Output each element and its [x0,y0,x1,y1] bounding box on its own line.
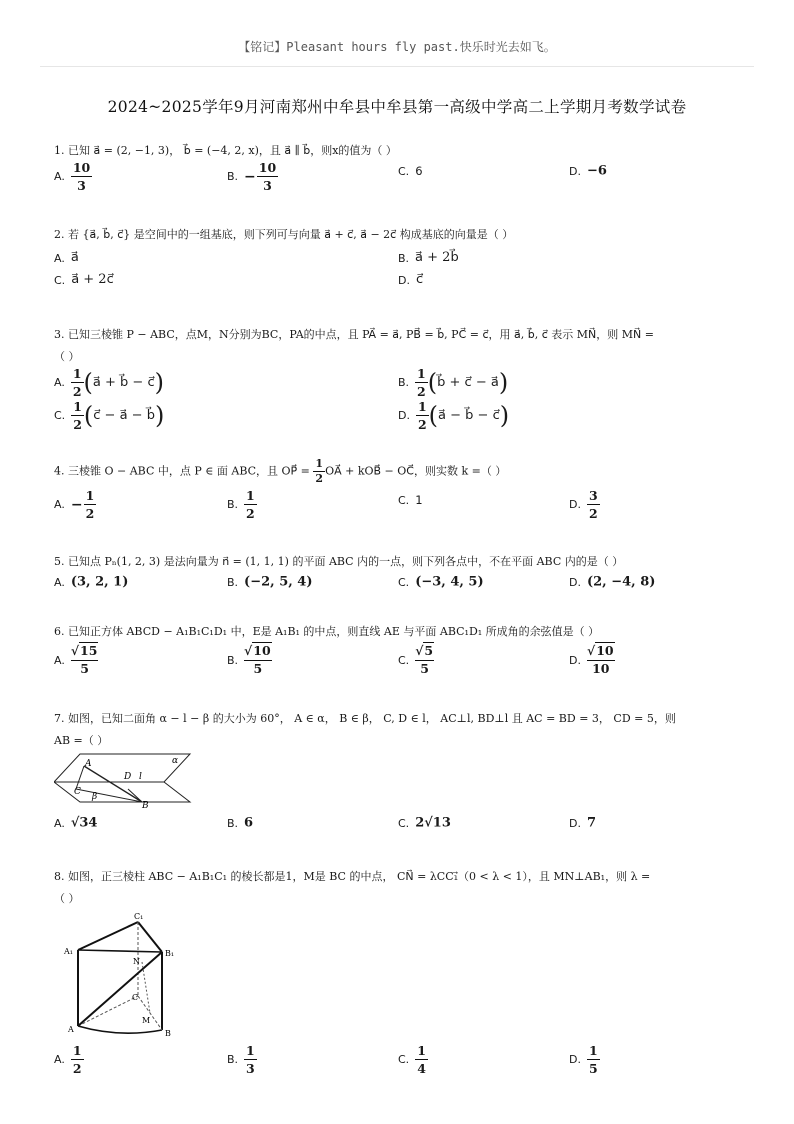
header-divider [40,66,754,67]
question-3-stem-cont: （ ） [54,350,80,363]
q5-option-a: A. (3, 2, 1) [54,574,129,590]
page-header: 【铭记】Pleasant hours fly past.快乐时光去如飞。 [238,40,556,54]
segment-ac [76,766,84,789]
q3-option-b: B. $\frac{1}{2}$ (b⃗ + c⃗ − a⃗) [398,366,509,399]
q8-option-d: D. $\frac{1}{5}$ [569,1043,598,1076]
question-7-stem-cont: AB =（ ） [54,734,109,747]
label-beta: β [92,792,98,802]
q7-option-c: C. 2√13 [398,815,451,831]
option-label: A. [54,170,65,183]
question-8 [54,866,714,910]
fraction: $\frac{10}{3}$ [72,160,91,193]
q3-option-c: C. $\frac{1}{2}$ (c⃗ − a⃗ − b⃗) [54,399,165,432]
question-2 [54,224,714,246]
question-8-stem: 8. 如图，正三棱柱 ABC − A₁B₁C₁ 的棱长都是1，M是 BC 的中点， CN⃗ = λCC₁⃗（0 < λ < 1），且 MN⊥AB₁，则 λ = [54,870,651,883]
option-label: D. [569,164,581,178]
segment-ab1 [78,952,162,1026]
q5-option-b: B. (−2, 5, 4) [227,574,313,590]
q7-option-b: B. 6 [227,815,254,831]
edge-ab [78,1026,162,1033]
question-5 [54,551,714,573]
q4-option-d: D. $\frac{3}{2}$ [569,488,598,521]
label-c: C [132,993,139,1002]
edge-a1b1 [78,950,162,952]
q8-option-c: C. $\frac{1}{4}$ [398,1043,426,1076]
exam-title: 2024~2025学年9月河南郑州中牟县中牟县第一高级中学高二上学期月考数学试卷 [107,98,687,116]
option-label: C. [398,164,410,178]
q2-option-b: B. a⃗ + 2b⃗ [398,250,459,265]
option-label: B. [227,170,239,183]
question-7-stem: 7. 如图，已知二面角 α − l − β 的大小为 60°， A ∈ α， B ∈ β， C, D ∈ l， AC⊥l, BD⊥l 且 AC = BD = 3， CD = 5，则 [54,712,676,725]
question-2-stem: 2. 若 {a⃗, b⃗, c⃗} 是空间中的一组基底，则下列可与向量 a⃗ + c⃗, a⃗ − 2c⃗ 构成基底的向量是（ ） [54,228,514,241]
q3-option-a: A. $\frac{1}{2}$ (a⃗ + b⃗ − c⃗) [54,366,164,399]
q3-option-d: D. $\frac{1}{2}$ (a⃗ − b⃗ − c⃗) [398,399,510,432]
label-b: B [165,1029,171,1038]
plane-alpha [54,754,190,782]
question-4-stem: 4. 三棱锥 O − ABC 中，点 P ∈ 面 ABC，且 OP⃗ = $\frac{1}{2}$ OA⃗ + kOB⃗ − OC⃗，则实数 k =（ ） [54,457,507,485]
q4-option-b: B. $\frac{1}{2}$ [227,488,255,521]
label-m: M [142,1016,151,1025]
q1-option-b: B. − $\frac{10}{3}$ [227,160,277,193]
question-1 [54,140,714,162]
question-6-stem: 6. 已知正方体 ABCD − A₁B₁C₁D₁ 中，E是 A₁B₁ 的中点，则直线 AE 与平面 ABC₁D₁ 所成角的余弦值是（ ） [54,625,600,638]
q6-option-d: D. $\frac{√10}{10}$ [569,643,614,676]
q8-option-b: B. $\frac{1}{3}$ [227,1043,255,1076]
question-1-stem: 1. 已知 a⃗ = (2, −1, 3)， b⃗ = (−4, 2, x)，且 a⃗ ∥ b⃗，则x的值为（ ） [54,144,397,157]
q2-option-a: A. a⃗ [54,250,79,265]
q4-option-a: A. − $\frac{1}{2}$ [54,488,95,521]
q2-option-d: D. c⃗ [398,272,424,287]
question-3-stem: 3. 已知三棱锥 P − ABC，点M，N分别为BC，PA的中点，且 PA⃗ = a⃗, PB⃗ = b⃗, PC⃗ = c⃗，用 a⃗, b⃗, c⃗ 表示 MN⃗，则 MN⃗ = [54,328,654,341]
q8-option-a: A. $\frac{1}{2}$ [54,1043,82,1076]
label-b1: B₁ [165,949,175,958]
question-7 [54,708,714,752]
label-c1: C₁ [134,912,144,921]
q7-option-d: D. 7 [569,815,597,831]
q2-option-c: C. a⃗ + 2c⃗ [54,272,114,287]
label-l: l [139,772,142,782]
edge-c1b1 [138,922,162,952]
q1-option-a [54,160,92,193]
q7-option-a: A. √34 [54,815,98,831]
question-5-stem: 5. 已知点 Pₙ(1, 2, 3) 是法向量为 n⃗ = (1, 1, 1) 的平面 ABC 内的一点，则下列各点中，不在平面 ABC 内的是（ ） [54,555,624,568]
question-8-stem-cont: （ ） [54,892,80,905]
label-alpha: α [172,756,179,766]
q4-option-c: C. 1 [398,493,423,507]
label-d: D [124,772,132,782]
q6-option-c: C. $\frac{√5}{5}$ [398,643,434,676]
q1-option-c: C. 6 [398,164,423,178]
label-a: A [85,759,92,769]
label-n: N [133,957,140,966]
edge-a1c1 [78,922,138,950]
triangular-prism-figure [62,910,182,1040]
q5-option-c: C. (−3, 4, 5) [398,574,484,590]
q6-option-a: A. $\frac{√15}{5}$ [54,643,98,676]
fraction: $\frac{10}{3}$ [258,160,277,193]
label-a: A [68,1025,74,1034]
label-b: B [142,801,149,811]
dihedral-angle-figure [54,752,194,812]
q1-option-d: D. −6 [569,163,607,179]
question-6 [54,621,714,643]
label-c: C [74,787,81,797]
question-3 [54,324,714,368]
q5-option-d: D. (2, −4, 8) [569,574,656,590]
label-a1: A₁ [64,947,73,956]
q6-option-b: B. $\frac{√10}{5}$ [227,643,271,676]
